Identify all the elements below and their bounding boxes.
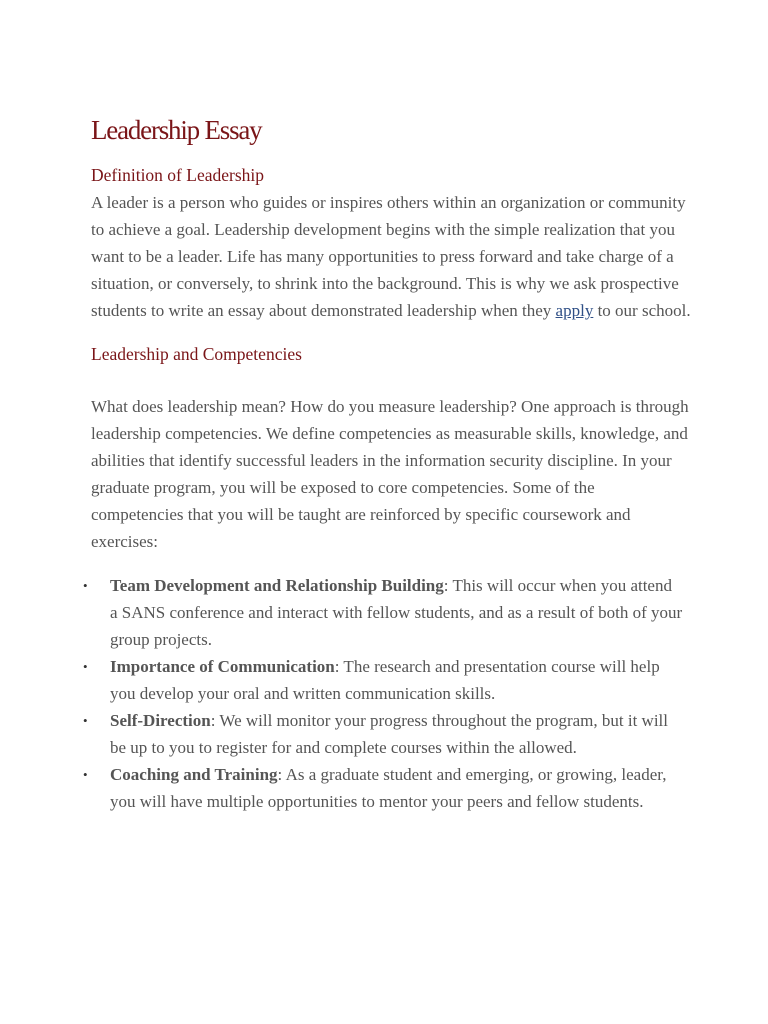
document-page	[83, 112, 691, 815]
bullet-icon: •	[83, 713, 88, 728]
bullet-icon: •	[83, 659, 88, 674]
definition-paragraph	[91, 189, 691, 324]
competencies-list	[83, 572, 683, 815]
list-item-term: Team Development and Relationship Building	[110, 576, 444, 595]
competencies-intro-paragraph: What does leadership mean? How do you measure leadership? One approach is through leadership competencies. We define competencies as measurable skills, knowledge, and abilities that identify successful leaders in the information security discipline. In your graduate program, you will be exposed to core competencies. Some of the competencies that you will be taught are reinforced by specific coursework and exercises:	[91, 397, 689, 551]
list-item-term: Importance of Communication	[110, 657, 335, 676]
definition-heading: Definition of Leadership	[91, 165, 265, 185]
definition-text-end: to our school.	[593, 301, 691, 320]
list-item-description: : The research and presentation course will help you develop your oral and written communication skills.	[110, 657, 660, 703]
list-item	[83, 572, 683, 653]
list-item-term: Coaching and Training	[110, 765, 278, 784]
bullet-icon: •	[83, 578, 88, 593]
list-item-description: : This will occur when you attend a SANS conference and interact with fellow students, and as a result of both of your group projects.	[110, 576, 683, 649]
list-item	[83, 653, 683, 707]
bullet-icon: •	[83, 767, 88, 782]
competencies-heading: Leadership and Competencies	[91, 344, 302, 364]
list-item-term: Self-Direction	[110, 711, 211, 730]
apply-link[interactable]: apply	[555, 301, 594, 320]
page-title: Leadership Essay	[91, 115, 262, 145]
list-item-description: : As a graduate student and emerging, or growing, leader, you will have multiple opportunities to mentor your peers and fellow students.	[110, 765, 667, 811]
list-item-description: : We will monitor your progress throughout the program, but it will be up to you to register for and complete courses within the allowed.	[110, 711, 668, 757]
list-item	[83, 761, 683, 815]
list-item	[83, 707, 683, 761]
definition-text: A leader is a person who guides or inspires others within an organization or community to achieve a goal. Leadership development begins with the simple realization that you want to be a leader. Life has many opportunities to press forward and take charge of a situation, or conversely, to shrink into the background. This is why we ask prospective students to write an essay about demonstrated leadership when they	[91, 193, 686, 320]
